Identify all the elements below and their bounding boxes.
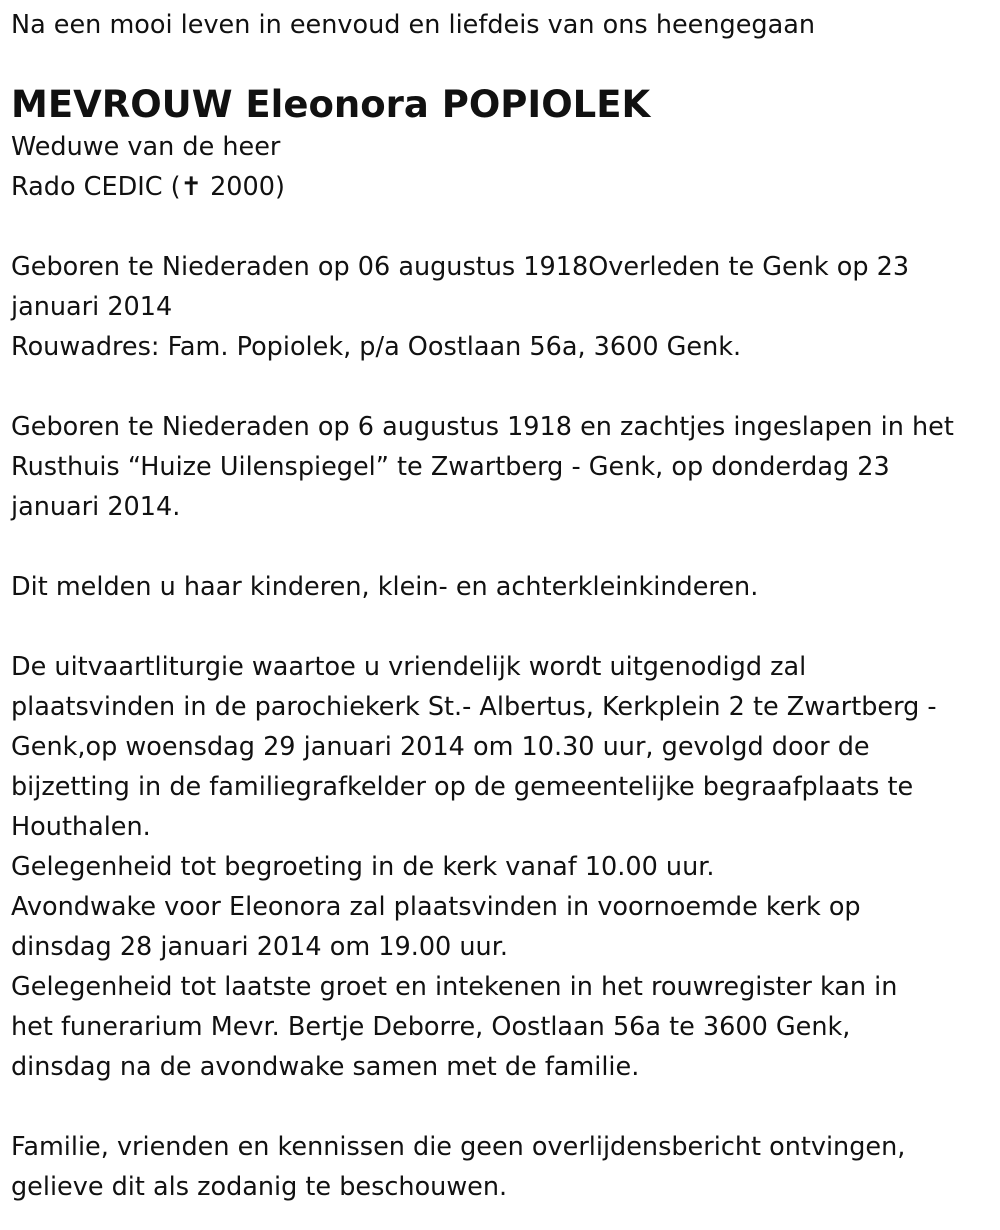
dates-block bbox=[11, 247, 991, 367]
paragraph-line: Genk,op woensdag 29 januari 2014 om 10.30 uur, gevolgd door de bbox=[11, 732, 870, 762]
paragraph-line: Gelegenheid tot begroeting in de kerk vanaf 10.00 uur. bbox=[11, 852, 715, 882]
paragraph-line: Rusthuis “Huize Uilenspiegel” te Zwartberg - Genk, op donderdag 23 bbox=[11, 452, 890, 482]
intro-text: Na een mooi leven in eenvoud en liefdeis van ons heengegaan bbox=[11, 10, 815, 40]
mourning-address: Rouwadres: Fam. Popiolek, p/a Oostlaan 56a, 3600 Genk. bbox=[11, 332, 742, 362]
obituary-document bbox=[11, 0, 991, 1207]
paragraph-line: plaatsvinden in de parochiekerk St.- Albertus, Kerkplein 2 te Zwartberg - bbox=[11, 692, 937, 722]
spacer bbox=[11, 1087, 991, 1127]
paragraph-line: dinsdag na de avondwake samen met de familie. bbox=[11, 1052, 640, 1082]
birth-paragraph bbox=[11, 407, 991, 527]
paragraph-line: Gelegenheid tot laatste groet en intekenen in het rouwregister kan in bbox=[11, 972, 898, 1002]
paragraph-line: dinsdag 28 januari 2014 om 19.00 uur. bbox=[11, 932, 508, 962]
paragraph-line: Houthalen. bbox=[11, 812, 151, 842]
widow-line-2: Rado CEDIC (✝ 2000) bbox=[11, 172, 285, 202]
paragraph-line: het funerarium Mevr. Bertje Deborre, Oostlaan 56a te 3600 Genk, bbox=[11, 1012, 851, 1042]
spacer bbox=[11, 527, 991, 567]
announcement-text: Dit melden u haar kinderen, klein- en achterkleinkinderen. bbox=[11, 572, 759, 602]
funeral-paragraph bbox=[11, 647, 991, 1087]
deceased-name-heading: MEVROUW Eleonora POPIOLEK bbox=[11, 83, 651, 126]
paragraph-line: Geboren te Niederaden op 6 augustus 1918 en zachtjes ingeslapen in het bbox=[11, 412, 954, 442]
dates-line-1: Geboren te Niederaden op 06 augustus 1918Overleden te Genk op 23 bbox=[11, 252, 910, 282]
paragraph-line: bijzetting in de familiegrafkelder op de gemeentelijke begraafplaats te bbox=[11, 772, 914, 802]
spacer bbox=[11, 207, 991, 247]
widow-of-block bbox=[11, 127, 991, 207]
spacer bbox=[11, 607, 991, 647]
paragraph-line: gelieve dit als zodanig te beschouwen. bbox=[11, 1172, 508, 1202]
paragraph-line: januari 2014. bbox=[11, 492, 181, 522]
dates-line-2: januari 2014 bbox=[11, 292, 173, 322]
closing-paragraph bbox=[11, 1127, 991, 1207]
paragraph-line: De uitvaartliturgie waartoe u vriendelijk wordt uitgenodigd zal bbox=[11, 652, 807, 682]
paragraph-line: Familie, vrienden en kennissen die geen overlijdensbericht ontvingen, bbox=[11, 1132, 906, 1162]
paragraph-line: Avondwake voor Eleonora zal plaatsvinden in voornoemde kerk op bbox=[11, 892, 861, 922]
widow-line-1: Weduwe van de heer bbox=[11, 132, 281, 162]
spacer bbox=[11, 367, 991, 407]
